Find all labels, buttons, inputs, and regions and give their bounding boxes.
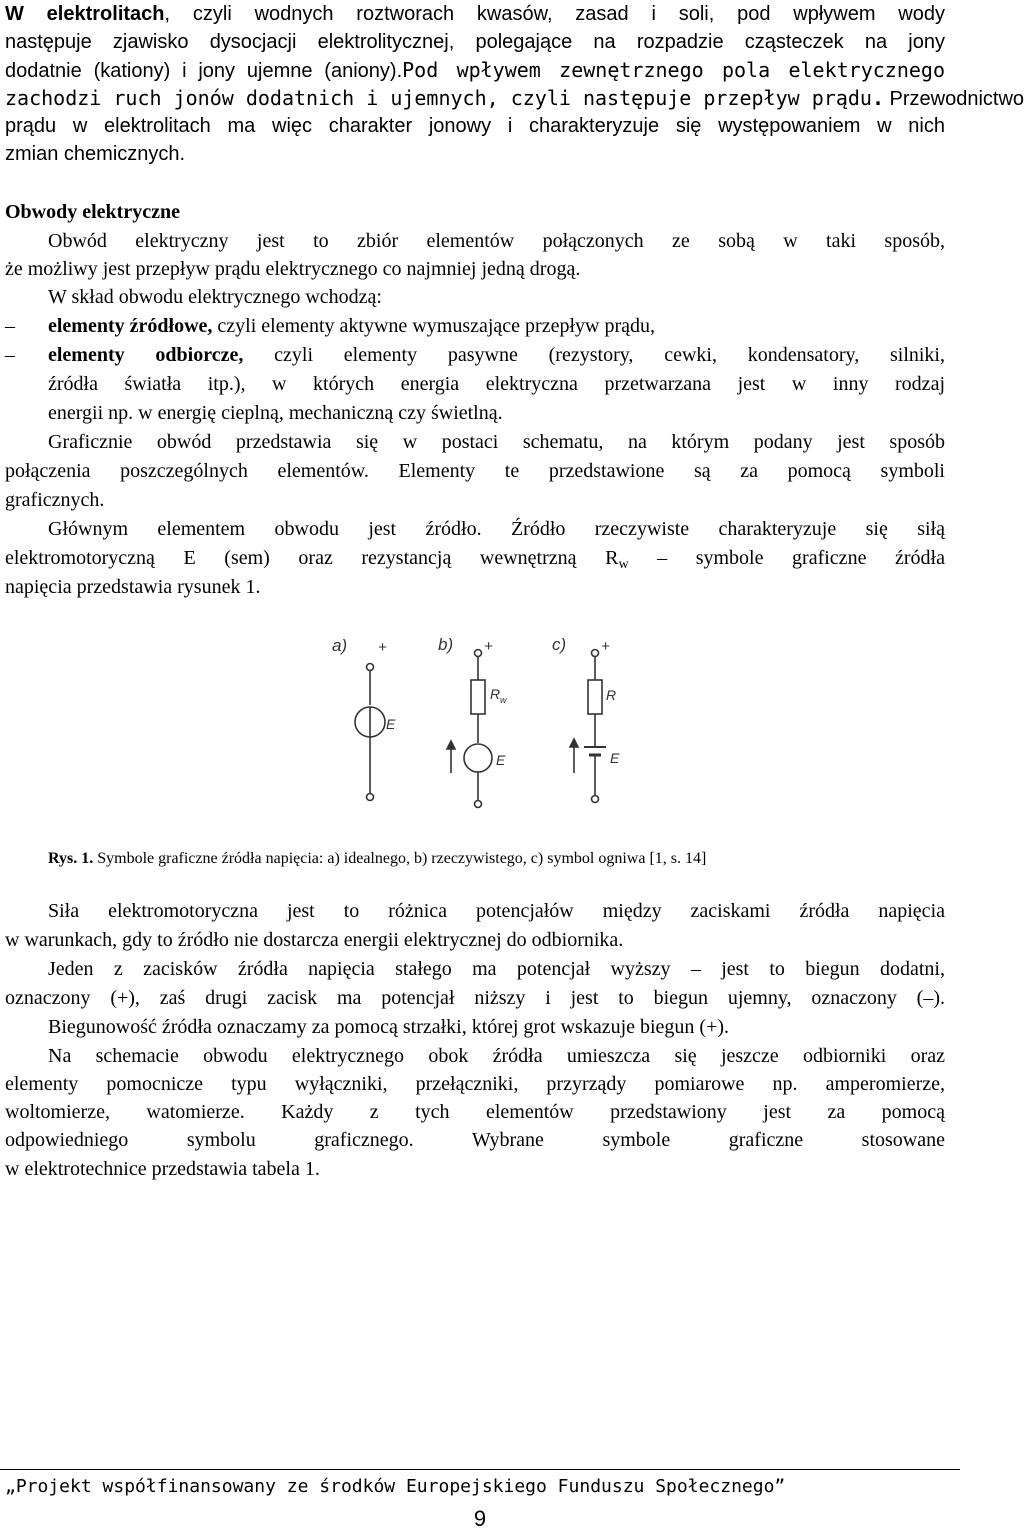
internal-resistor-c (588, 680, 602, 714)
voltage-source-symbols-figure (320, 625, 640, 830)
source-circle-b (464, 744, 492, 772)
cell-symbol (570, 650, 606, 803)
terminal-bottom-a (367, 794, 374, 801)
r-label-c: R (606, 687, 617, 703)
rw-sub-b: w (500, 695, 507, 705)
para1-line-2: następuje zjawisko dysocjacji elektrolitycznej, polegające na rozpadzie cząsteczek na jony (5, 31, 945, 53)
para1-line-4: zachodzi ruch jonów dodatnich i ujemnych, czyli następuje przepływ prądu. Przewodnictwo (5, 86, 1024, 110)
list-item-1: elementy źródłowe, czyli elementy aktywne wymuszające przepływ prądu, (48, 315, 655, 337)
section-p2-line-1: W skład obwodu elektrycznego wchodzą: (48, 286, 382, 308)
list-item-2: elementy odbiorcze, czyli elementy pasywne (rezystory, cewki, kondensatory, silniki, (48, 344, 945, 366)
section-p3-line-1: Graficznie obwód przedstawia się w postaci schematu, na którym podany jest sposób (48, 431, 945, 453)
footer-rule (0, 1469, 960, 1470)
para2-line-8: woltomierze, watomierze. Każdy z tych elementów przedstawiony jest za pomocą (5, 1101, 945, 1123)
terminal-top-a (367, 664, 374, 671)
emf-label-a: E (386, 716, 396, 732)
section-p4-line-1: Głównym elementem obwodu jest źródło. Źródło rzeczywiste charakteryzuje się siłą (48, 518, 945, 540)
list-item-2-line-3: energii np. w energię cieplną, mechaniczną czy świetlną. (48, 402, 503, 424)
terminal-top-b (475, 650, 482, 657)
section-heading: Obwody elektryczne (5, 201, 180, 223)
label-a: a) (332, 636, 348, 655)
section-p1-line-2: że możliwy jest przepływ prądu elektrycznego co najmniej jedną drogą. (5, 258, 581, 280)
para2-line-2: w warunkach, gdy to źródło nie dostarcza energii elektrycznej do odbiornika. (5, 929, 624, 951)
para2-line-4: oznaczony (+), zaś drugi zacisk ma potencjał niższy i jest to biegun ujemny, oznaczony (–). (5, 987, 945, 1009)
section-p1-line-1: Obwód elektryczny jest to zbiór elementów połączonych ze sobą w taki sposób, (48, 230, 945, 252)
ideal-source-symbol (355, 664, 385, 801)
para2-line-1: Siła elektromotoryczna jest to różnica potencjałów między zaciskami źródła napięcia (48, 900, 945, 922)
para2-line-3: Jeden z zacisków źródła napięcia stałego ma potencjał wyższy – jest to biegun dodatni, (48, 958, 945, 980)
real-source-symbol (447, 650, 492, 808)
internal-resistor-b (471, 680, 485, 714)
voltage-source-symbols-svg (320, 625, 640, 825)
emf-label-b: E (496, 752, 506, 768)
page-number: 9 (473, 1506, 487, 1531)
para2-line-6: Na schemacie obwodu elektrycznego obok źródła umieszcza się jeszcze odbiorniki oraz (48, 1045, 945, 1067)
terminal-top-c (592, 650, 599, 657)
para2-line-5: Biegunowość źródła oznaczamy za pomocą strzałki, której grot wskazuje biegun (+). (48, 1016, 730, 1038)
para2-line-10: w elektrotechnice przedstawia tabela 1. (5, 1158, 320, 1180)
plus-a: + (378, 639, 387, 656)
label-b: b) (438, 635, 454, 654)
section-p4-line-3: napięcia przedstawia rysunek 1. (5, 576, 261, 598)
para2-line-7: elementy pomocnicze typu wyłączniki, przełączniki, przyrządy pomiarowe np. amperomierze, (5, 1073, 945, 1095)
emf-label-c: E (610, 750, 620, 766)
section-p3-line-2: połączenia poszczególnych elementów. Elementy te przedstawione są za pomocą symboli (5, 460, 945, 482)
para1-line-5: prądu w elektrolitach ma więc charakter jonowy i charakteryzuje się występowaniem w nich (5, 115, 945, 137)
section-p3-line-3: graficznych. (5, 489, 105, 511)
para1-line-6: zmian chemicznych. (5, 143, 186, 165)
list-dash-1: – (5, 315, 15, 337)
terminal-bottom-c (592, 796, 599, 803)
rw-label-b: R (490, 686, 501, 702)
para1-line-3: dodatnie (kationy) i jony ujemne (aniony).Pod wpływem zewnętrznego pola elektrycznego (5, 58, 945, 82)
para1-line-1: W elektrolitach, czyli wodnych roztworach kwasów, zasad i soli, pod wpływem wody (5, 3, 945, 25)
list-dash-2: – (5, 344, 15, 366)
list-item-2-line-2: źródła światła itp.), w których energia elektryczna przetwarzana jest w inny rodzaj (48, 373, 945, 395)
term-elektrolity: W elektrolitach (5, 3, 165, 25)
plus-c: + (601, 638, 610, 655)
label-c: c) (552, 635, 567, 654)
plus-b: + (484, 638, 493, 655)
footer-text: „Projekt współfinansowany ze środków Europejskiego Funduszu Społecznego” (5, 1476, 786, 1497)
para2-line-9: odpowiedniego symbolu graficznego. Wybrane symbole graficzne stosowane (5, 1129, 945, 1151)
terminal-bottom-b (475, 801, 482, 808)
section-p4-line-2: elektromotoryczną E (sem) oraz rezystancją wewnętrzną $R_w$ – symbole graficzne źródła (5, 547, 945, 572)
figure-caption: Rys. 1. Symbole graficzne źródła napięcia: a) idealnego, b) rzeczywistego, c) symbol ogniwa [1, s. 14] (48, 850, 707, 867)
